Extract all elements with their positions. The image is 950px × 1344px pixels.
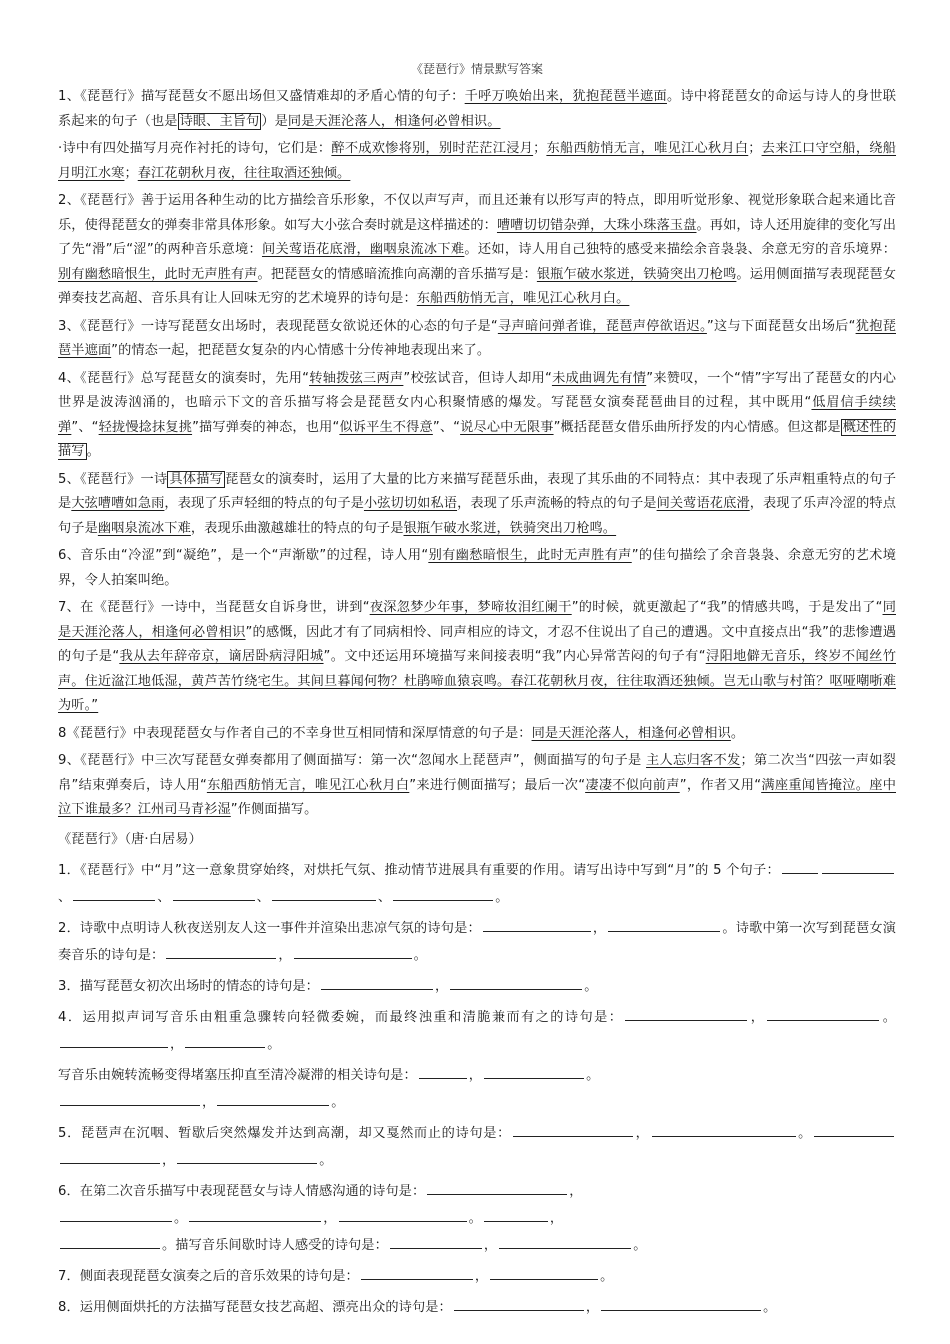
answer-item-5 xyxy=(58,468,896,542)
answer-text: 浔阳地僻无音乐，终岁不闻丝竹声。住近湓江地低湿，黄芦苦竹绕宅生。其间旦暮闻何物？杜鹃啼血猿哀鸣。春江花朝秋月夜，往往取酒还独倾。岂无山歌与村笛？呕哑嘲哳难为听。” xyxy=(58,649,896,713)
answer-blank[interactable] xyxy=(393,886,493,901)
text: ， xyxy=(468,1067,483,1083)
answer-text: 东船西舫悄无言，唯见江心秋月白 xyxy=(206,777,410,793)
text: 。 xyxy=(468,1210,482,1226)
text: ， xyxy=(635,1125,650,1141)
text: ； xyxy=(533,141,547,156)
answer-blank[interactable] xyxy=(454,1296,584,1311)
boxed-term: 诗眼、主旨句 xyxy=(179,113,260,129)
text: ”的感慨，因此才有了同病相怜、同声相应的诗文，才忍不住说出了自己的遭遇。文中直接点出“我”的悲惨遭遇的句子是“ xyxy=(58,624,896,664)
answer-item-1 xyxy=(58,85,896,134)
text: 写音乐由婉转流畅变得堵塞压抑直至清冷凝滞的相关诗句是： xyxy=(58,1067,417,1083)
text: 琵琶女的演奏时，运用了大量的比方来描写琵琶乐曲，表现了其乐曲的不同特点：其中表现了乐声粗重特点的句子是 xyxy=(58,471,896,511)
answer-blank[interactable] xyxy=(814,1122,894,1137)
answer-blank[interactable] xyxy=(60,1207,172,1222)
text: ， xyxy=(592,920,607,936)
answer-blank[interactable] xyxy=(60,1091,200,1106)
answer-blank[interactable] xyxy=(185,1033,265,1048)
text: ， xyxy=(202,1094,216,1110)
text: 7、在《琵琶行》一诗中，当琵琶女自诉身世，讲到“ xyxy=(58,600,370,615)
text: 。诗歌中第一次写到琵琶女演奏音乐的诗句是： xyxy=(58,920,896,963)
answer-blank[interactable] xyxy=(484,1064,584,1079)
answer-item-1b xyxy=(58,137,896,186)
answer-blank[interactable] xyxy=(60,1033,168,1048)
text: 6．在第二次音乐描写中表现琵琶女与诗人情感沟通的诗句是： xyxy=(58,1183,426,1199)
questions-section xyxy=(58,826,896,1321)
text: ）是 xyxy=(261,113,288,129)
text: 。 xyxy=(174,1210,188,1226)
text: 。 xyxy=(331,1094,345,1110)
answer-blank[interactable] xyxy=(608,917,720,932)
text: ， xyxy=(170,1036,184,1052)
boxed-term: 具体描写 xyxy=(169,471,224,487)
answer-blank[interactable] xyxy=(166,944,276,959)
text: ；第二次当“四弦一声如裂帛”结束弹奏后，诗人用“ xyxy=(58,753,897,793)
text: 3、《琵琶行》一诗写琵琶女出场时，表现琵琶女欲说还休的心态的句子是“ xyxy=(58,318,498,334)
answer-text: 嘈嘈切切错杂弹，大珠小珠落玉盘 xyxy=(496,217,697,233)
question-4b xyxy=(58,1062,896,1116)
text: 。 xyxy=(319,1152,333,1168)
text: 。再如，诗人还用旋律的变化写出了先“滑”后“涩”的两种音乐意境： xyxy=(58,217,897,257)
text: ”概括琵琶女借乐曲所抒发的内心情感。但这都是 xyxy=(553,419,841,435)
text: 2．诗歌中点明诗人秋夜送别友人这一事件并渲染出悲凉气氛的诗句是： xyxy=(58,920,481,936)
text: 。把琵琶女的情感暗流推向高潮的音乐描写是： xyxy=(257,266,537,282)
text: ”校弦试音，但诗人却用“ xyxy=(403,370,552,386)
answer-blank[interactable] xyxy=(767,1006,879,1021)
question-6 xyxy=(58,1178,896,1259)
answer-blank[interactable] xyxy=(173,886,255,901)
text: 9、《琵琶行》中三次写琵琶女弹奏都用了侧面描写：第一次“忽闻水上琵琶声”，侧面描写的句子是 xyxy=(58,753,647,768)
text: ， xyxy=(434,978,449,994)
text: 、 xyxy=(256,889,270,905)
text: 1．《琵琶行》中“月”这一意象贯穿始终，对烘托气氛、推动情节进展具有重要的作用。请写出诗中写到“月”的 5 个句子： xyxy=(58,862,780,878)
document-page xyxy=(58,60,896,1325)
text: 。 xyxy=(86,444,100,459)
text: 1、《琵琶行》描写琵琶女不愿出场但又盛情难却的矛盾心情的句子： xyxy=(58,89,465,104)
text: 。 xyxy=(797,1125,812,1141)
text: ”、“ xyxy=(432,419,461,435)
text: 、 xyxy=(377,889,392,905)
answer-blank[interactable] xyxy=(339,1207,467,1222)
answer-blank[interactable] xyxy=(513,1122,633,1137)
answer-text: 醉不成欢惨将别，别时茫茫江浸月 xyxy=(331,141,534,156)
answer-blank[interactable] xyxy=(484,1207,548,1222)
answer-text: 同是天涯沦落人，相逢何必曾相识 xyxy=(531,725,731,741)
text: ，表现乐曲激越雄壮的特点的句子是 xyxy=(190,520,404,536)
text: 、 xyxy=(157,889,171,905)
question-5 xyxy=(58,1120,896,1174)
answer-blank[interactable] xyxy=(499,1234,631,1249)
text: ”、“ xyxy=(71,419,99,435)
text: 7．侧面表现琵琶女演奏之后的音乐效果的诗句是： xyxy=(58,1268,359,1284)
answer-blank[interactable] xyxy=(427,1180,567,1195)
answer-blank[interactable] xyxy=(60,1234,160,1249)
text: ， xyxy=(323,1210,337,1226)
answer-blank[interactable] xyxy=(321,975,433,990)
answer-blank[interactable] xyxy=(189,1207,321,1222)
answer-item-9 xyxy=(58,749,896,823)
answer-blank[interactable] xyxy=(294,944,412,959)
poem-header: 《琵琶行》（唐·白居易） xyxy=(58,831,202,847)
text: 。诗中将琵琶女的命运与诗人的身世联系起来的句子（也是 xyxy=(58,89,897,129)
answer-text: 别有幽愁暗恨生，此时无声胜有声 xyxy=(58,266,258,282)
text: ， xyxy=(585,1299,600,1315)
question-8 xyxy=(58,1294,896,1321)
text: ， xyxy=(474,1268,489,1284)
answer-text: 主人忘归客不发 xyxy=(646,753,741,768)
text: 。描写音乐间歇时诗人感受的诗句是： xyxy=(162,1237,388,1253)
answer-item-6 xyxy=(58,544,896,593)
text: ，表现了乐声轻细的特点的句子是 xyxy=(164,496,364,511)
answer-text: 同是天涯沦落人，相逢何必曾相识 xyxy=(58,600,896,640)
answer-item-4 xyxy=(58,367,896,465)
answer-blank[interactable] xyxy=(483,917,591,932)
text: ， xyxy=(162,1152,176,1168)
answer-blank[interactable] xyxy=(652,1122,796,1137)
answer-text: 轻拢慢捻抹复挑 xyxy=(98,419,193,435)
question-7 xyxy=(58,1263,896,1290)
answer-blank[interactable] xyxy=(625,1006,747,1021)
text: ”这与下面琵琶女出场后“ xyxy=(706,318,856,334)
answer-text: 别有幽愁暗恨生，此时无声胜有声 xyxy=(428,548,632,563)
answer-text: 间关莺语花底滑，幽咽泉流冰下难 xyxy=(261,242,465,257)
boxed-term: 概述性的描写 xyxy=(58,419,897,459)
text: ”来进行侧面描写；最后一次“ xyxy=(409,777,586,793)
text: ”，作者又用“ xyxy=(679,777,762,793)
text: 。还如，诗人用自己独特的感受来描绘余音袅袅、余意无穷的音乐境界： xyxy=(464,242,897,257)
answer-blank[interactable] xyxy=(272,886,376,901)
text: 。 xyxy=(730,725,745,741)
answers-section xyxy=(58,85,896,823)
question-3 xyxy=(58,973,896,1000)
answer-item-2 xyxy=(58,189,896,312)
answer-text: 似诉平生不得意 xyxy=(339,419,433,435)
text: 。 xyxy=(586,1067,600,1083)
answer-text: 满座重闻皆掩泣。座中泣下谁最多？江州司马青衫湿 xyxy=(58,777,896,817)
question-2 xyxy=(58,915,896,969)
answer-text: 千呼万唤始出来，犹抱琵琶半遮面 xyxy=(464,89,667,104)
text: 8《琵琶行》中表现琵琶女与作者自己的不幸身世互相同情和深厚情意的句子是： xyxy=(58,725,532,741)
text: ， xyxy=(569,1183,583,1199)
text: 8．运用侧面烘托的方法描写琵琶女技艺高超、漂亮出众的诗句是： xyxy=(58,1299,452,1315)
text: ； xyxy=(124,165,138,181)
text: 5、《琵琶行》一诗 xyxy=(58,471,168,487)
text: 。 xyxy=(763,1299,777,1315)
text: 3．描写琵琶女初次出场时的情态的诗句是： xyxy=(58,978,319,994)
text: ， xyxy=(749,1009,766,1025)
text: ， xyxy=(483,1237,498,1253)
answer-text: 小弦切切如私语 xyxy=(363,496,458,511)
text: 2、《琵琶行》善于运用各种生动的比方描绘音乐形象，不仅以声写声，而且还兼有以形写声的特点，即用听觉形象、视觉形象联合起来通比音乐，使得琵琶女的弹奏非常具体形象。如写大小弦合奏时就是这样描述的： xyxy=(58,193,896,233)
answer-blank[interactable] xyxy=(419,1064,467,1079)
answer-text: 寻声暗问弹者谁，琵琶声停欲语迟。 xyxy=(497,318,707,334)
text: ，表现了乐声流畅的特点的句子是 xyxy=(457,496,657,511)
answer-item-7 xyxy=(58,596,896,719)
answer-blank[interactable] xyxy=(361,1265,473,1280)
question-4 xyxy=(58,1004,896,1058)
answer-text: 银瓶乍破水浆迸，铁骑突出刀枪鸣。 xyxy=(403,520,617,536)
answer-text: 转轴拨弦三两声 xyxy=(309,370,404,386)
text: ”作侧面描写。 xyxy=(230,802,318,817)
text: ， xyxy=(278,947,292,963)
question-1 xyxy=(58,857,896,911)
text: 5．琵琶声在沉咽、暂歇后突然爆发并达到高潮，却又戛然而止的诗句是： xyxy=(58,1125,512,1141)
answer-blank[interactable] xyxy=(177,1149,317,1164)
text: 6、音乐由“冷涩”到“凝绝”，是一个“声渐歇”的过程，诗人用“ xyxy=(58,548,429,563)
answer-text: 大弦嘈嘈如急雨 xyxy=(71,496,165,511)
answer-blank[interactable] xyxy=(390,1234,482,1249)
answer-blank[interactable] xyxy=(822,859,894,874)
text: 。 xyxy=(584,978,598,994)
answer-text: 春江花朝秋月夜，往往取酒还独倾。 xyxy=(137,165,351,181)
answer-blank[interactable] xyxy=(490,1265,598,1280)
text: 。 xyxy=(495,889,509,905)
text: ”的佳句描绘了余音袅袅、余意无穷的艺术境界，令人拍案叫绝。 xyxy=(58,548,896,588)
text: 4、《琵琶行》总写琵琶女的演奏时，先用“ xyxy=(58,370,310,386)
text: 。 xyxy=(600,1268,614,1284)
answer-text: 我从去年辞帝京，谪居卧病浔阳城 xyxy=(119,649,324,664)
answer-text: 未成曲调先有情 xyxy=(551,370,647,386)
answer-text: 低眉信手续续弹 xyxy=(58,395,896,435)
text: ”的时候，就更激起了“我”的情感共鸣，于是发出了“ xyxy=(571,600,883,615)
answer-text: 银瓶乍破水浆迸，铁骑突出刀枪鸣 xyxy=(536,266,737,282)
text: 、 xyxy=(58,889,72,905)
answer-blank[interactable] xyxy=(782,859,818,874)
text: 。 xyxy=(881,1009,896,1025)
answer-text: 说尽心中无限事 xyxy=(460,419,554,435)
answer-blank[interactable] xyxy=(601,1296,761,1311)
document-title: 《琵琶行》情景默写答案 xyxy=(410,62,543,76)
answer-text: 东船西舫悄无言，唯见江心秋月白。 xyxy=(416,291,630,306)
text: 。运用侧面描写表现琵琶女弹奏技艺高超、音乐具有让人回味无穷的艺术境界的诗句是： xyxy=(58,266,897,306)
text: ， xyxy=(549,1210,564,1226)
answer-text: 凄凄不似向前声 xyxy=(585,777,680,793)
text: ； xyxy=(748,141,762,156)
answer-text: 去来江口守空船，绕船月明江水寒 xyxy=(58,141,897,181)
answer-item-3 xyxy=(58,315,896,364)
answer-blank[interactable] xyxy=(60,1149,160,1164)
answer-item-8 xyxy=(58,722,896,747)
text: 。 xyxy=(267,1036,281,1052)
text: ·诗中有四处描写月亮作衬托的诗句，它们是： xyxy=(58,141,332,156)
answer-text: 幽咽泉流冰下难 xyxy=(97,520,191,536)
text: ”来赞叹，一个“情”字写出了琵琶女的内心世界是波涛汹涌的，也暗示下文的音乐描写将会是琵琶女内心积聚情感的爆发。写琵琶女演奏琵琶曲目的过程，其中既用“ xyxy=(58,370,896,410)
answer-text: 同是天涯沦落人，相逢何必曾相识。 xyxy=(287,113,501,129)
text: ”。文中还运用环境描写来间接表明“我”内心异常苦闷的句子有“ xyxy=(323,649,706,664)
answer-blank[interactable] xyxy=(217,1091,329,1106)
text: 。 xyxy=(633,1237,647,1253)
answer-blank[interactable] xyxy=(450,975,582,990)
text: 。 xyxy=(413,947,427,963)
text: ”的情态一起，把琵琶女复杂的内心情感十分传神地表现出来了。 xyxy=(111,343,491,358)
answer-blank[interactable] xyxy=(73,886,155,901)
answer-text: 间关莺语花底滑 xyxy=(656,496,750,511)
answer-text: 夜深忽梦少年事，梦啼妆泪红阑干 xyxy=(369,600,572,615)
text: 4．运用拟声词写音乐由粗重急骤转向轻微委婉，而最终浊重和清脆兼而有之的诗句是： xyxy=(58,1009,624,1025)
text: ”描写弹奏的神态，也用“ xyxy=(192,419,340,435)
text: ，表现了乐声冷涩的特点句子是 xyxy=(58,496,897,536)
answer-text: 犹抱琵琶半遮面 xyxy=(58,318,896,358)
answer-text: 东船西舫悄无言，唯见江心秋月白 xyxy=(546,141,749,156)
